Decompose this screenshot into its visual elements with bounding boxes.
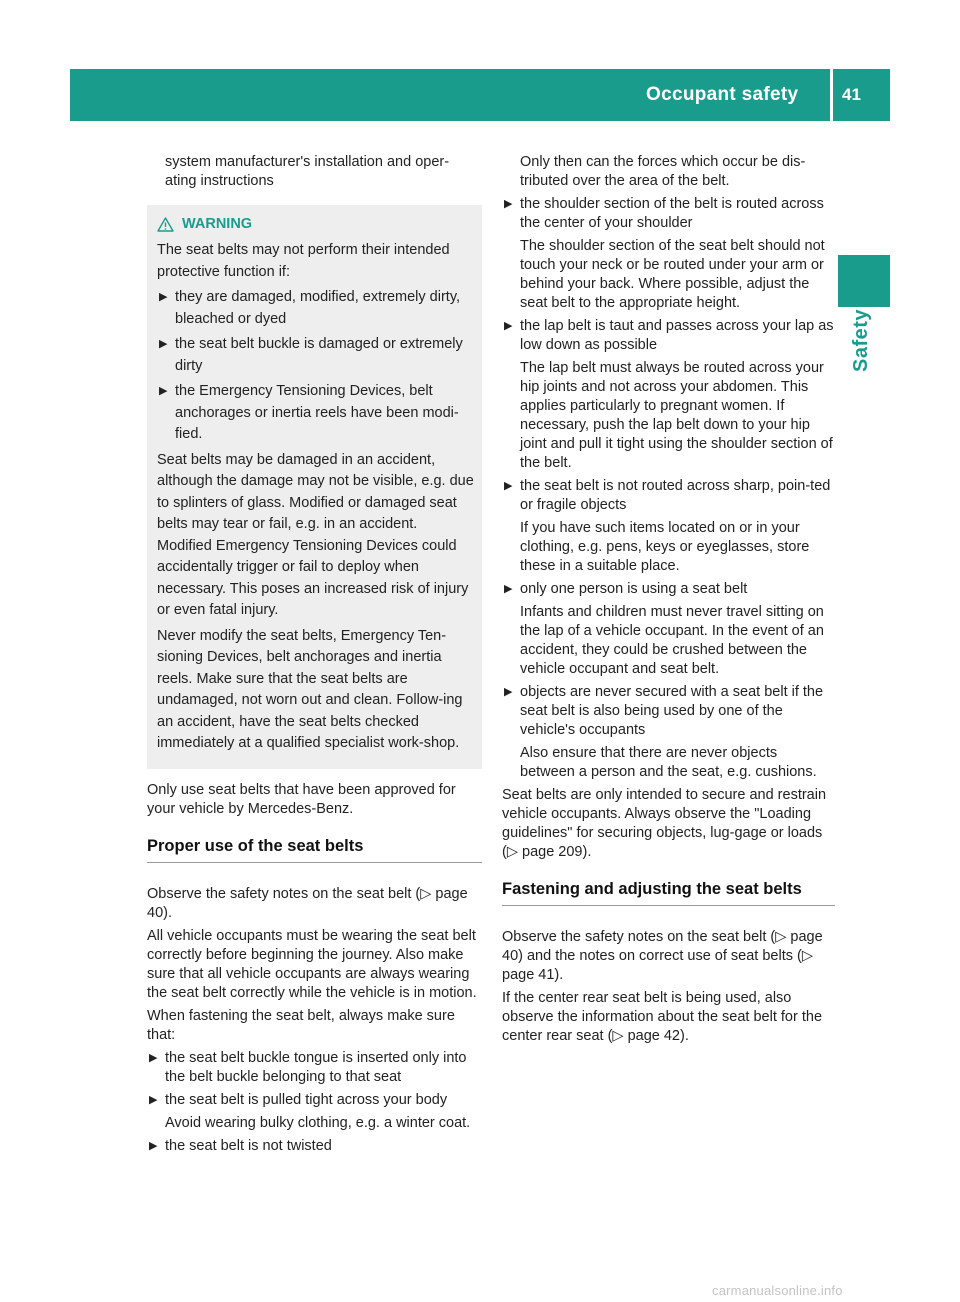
triangle-bullet-icon: ▶ <box>504 480 513 492</box>
triangle-bullet-icon: ▶ <box>159 291 168 303</box>
list-item-text: only one person is using a seat belt <box>520 581 748 597</box>
intro-line: ating instructions <box>165 173 274 189</box>
warning-paragraph: Seat belts may be damaged in an accident, although the damage may not be visible, e.g. due to splinters of glass. Modified or damaged seat belts may tear or fail, e.g. in an accident. Modified Emergency Tensioning Devices could accidentally trigger or fail to deploy when necessary. This poses an increased risk of injury or even fatal injury. <box>157 451 474 618</box>
list-item <box>502 195 835 313</box>
warning-box <box>147 205 482 769</box>
list-item <box>502 683 835 782</box>
approved-belts-note: Only use seat belts that have been approved for your vehicle by Mercedes-Benz. <box>147 781 456 817</box>
list-item <box>502 580 835 679</box>
belt-checklist <box>147 1049 482 1156</box>
list-item-text: the lap belt is taut and passes across your lap as low down as possible <box>520 318 834 353</box>
list-item <box>502 477 835 576</box>
list-item <box>147 1091 482 1133</box>
list-item-text: the seat belt buckle tongue is inserted only into the belt buckle belonging to that seat <box>165 1049 467 1085</box>
section-heading: Proper use of the seat belts <box>147 837 482 863</box>
right-column <box>502 153 835 1050</box>
closing-paragraph: Seat belts are only intended to secure and restrain vehicle occupants. Always observe the "Loading guidelines" for securing objects, lug-gage or loads (▷ page 209). <box>502 787 827 860</box>
triangle-bullet-icon: ▶ <box>504 686 513 698</box>
list-item-text: they are damaged, modified, extremely dirty, bleached or dyed <box>175 289 461 327</box>
triangle-bullet-icon: ▶ <box>504 583 513 595</box>
triangle-bullet-icon: ▶ <box>159 338 168 350</box>
warning-list <box>157 287 474 446</box>
triangle-bullet-icon: ▶ <box>149 1051 158 1064</box>
side-tab-marker <box>838 255 890 307</box>
list-item-text: the seat belt is not routed across sharp, poin-ted or fragile objects <box>520 478 831 513</box>
list-item-detail: The shoulder section of the seat belt should not touch your neck or be routed under your arm or behind your back. Where possible, adjust the seat belt to the appropriate height. <box>520 238 825 311</box>
list-item <box>147 1137 482 1156</box>
warning-paragraph: Never modify the seat belts, Emergency Ten-sioning Devices, belt anchorages and inertia reels. Make sure that the seat belts are undamaged, not worn out and clean. Follow-ing an accident, have the seat belts checked immediately at a qualified specialist work-shop. <box>157 627 463 751</box>
list-item <box>157 287 474 330</box>
body-paragraph: When fastening the seat belt, always make sure that: <box>147 1007 455 1043</box>
list-item-text: the seat belt is pulled tight across your body <box>165 1091 448 1108</box>
triangle-bullet-icon: ▶ <box>504 320 513 332</box>
watermark: carmanualsonline.info <box>712 1283 843 1298</box>
continuation-text: Only then can the forces which occur be dis-tributed over the area of the belt. <box>520 154 806 189</box>
side-tab-label: Safety <box>850 308 872 372</box>
body-paragraph: Observe the safety notes on the seat belt (▷ page 40). <box>147 885 468 921</box>
list-item-text: the Emergency Tensioning Devices, belt anchorages or inertia reels have been modi-fied. <box>175 383 459 442</box>
warning-lead: The seat belts may not perform their intended protective function if: <box>157 242 450 280</box>
left-column <box>147 153 482 1160</box>
list-item-detail: The lap belt must always be routed across your hip joints and not across your abdomen. This applies particularly to pregnant women. If necessary, push the lap belt down to your hip joint and pull it tight using the shoulder section of the belt. <box>520 360 833 471</box>
list-item-text: the seat belt buckle is damaged or extremely dirty <box>175 336 463 374</box>
triangle-bullet-icon: ▶ <box>504 198 513 210</box>
list-item-detail: Infants and children must never travel sitting on the lap of a vehicle occupant. In the event of an accident, they could be crushed between the vehicle occupant and seat belt. <box>520 604 824 677</box>
list-item-detail: If you have such items located on or in your clothing, e.g. pens, keys or eyeglasses, store these in a suitable place. <box>520 520 810 574</box>
warning-title: WARNING <box>182 216 253 232</box>
intro-line: system manufacturer's installation and oper- <box>165 154 450 170</box>
list-item-text: the shoulder section of the belt is routed across the center of your shoulder <box>520 196 824 231</box>
header-divider <box>830 69 833 121</box>
body-paragraph: If the center rear seat belt is being used, also observe the information about the seat belt for the center rear seat (▷ page 42). <box>502 990 823 1044</box>
list-item-text: the seat belt is not twisted <box>165 1137 332 1154</box>
warning-triangle-icon <box>157 217 174 232</box>
body-paragraph: Observe the safety notes on the seat belt (▷ page 40) and the notes on correct use of seat belts (▷ page 41). <box>502 929 823 983</box>
list-item <box>157 334 474 377</box>
page-title: Occupant safety <box>646 84 799 105</box>
body-paragraph: All vehicle occupants must be wearing the seat belt correctly before beginning the journey. Also make sure that all vehicle occupants are always wearing the seat belt correctly while the vehicle is in motion. <box>147 927 477 1001</box>
intro-text <box>147 153 482 191</box>
list-item-text: objects are never secured with a seat belt if the seat belt is also being used by one of the vehicle's occupants <box>520 684 824 738</box>
list-item <box>157 381 474 446</box>
section-heading: Fastening and adjusting the seat belts <box>502 880 835 906</box>
triangle-bullet-icon: ▶ <box>149 1139 158 1152</box>
list-item-detail: Also ensure that there are never objects between a person and the seat, e.g. cushions. <box>520 745 817 780</box>
list-item-detail: Avoid wearing bulky clothing, e.g. a winter coat. <box>165 1114 471 1131</box>
list-item <box>147 1049 482 1087</box>
triangle-bullet-icon: ▶ <box>159 385 168 397</box>
belt-checklist-continued <box>502 195 835 782</box>
triangle-bullet-icon: ▶ <box>149 1093 158 1106</box>
warning-heading <box>157 215 474 234</box>
page-number: 41 <box>842 85 861 104</box>
list-item <box>502 317 835 473</box>
